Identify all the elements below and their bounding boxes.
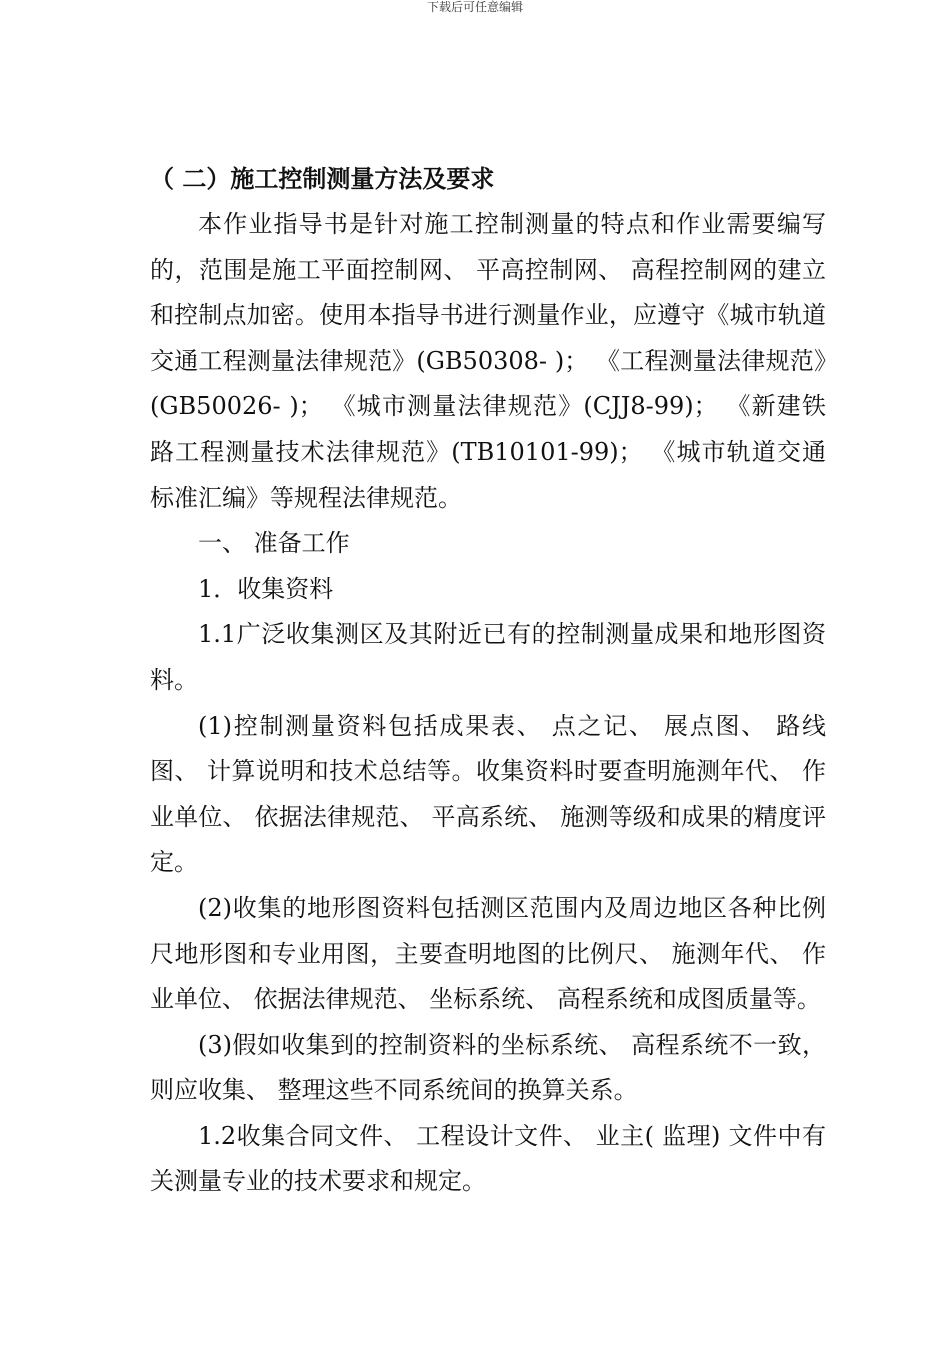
item-paragraph-1-2: 1.2收集合同文件、 工程设计文件、 业主( 监理) 文件中有关测量专业的技术要求和规定。 xyxy=(150,1121,826,1196)
item-paragraph-1-1-a: (1)控制测量资料包括成果表、 点之记、 展点图、 路线图、 计算说明和技术总结等。收集资料时要查明施测年代、 作业单位、 依据法律规范、 平高系统、 施测等级和成果的精度评定。 xyxy=(150,711,826,877)
subsection-heading: 一、 准备工作 xyxy=(198,529,350,558)
document-body xyxy=(150,160,826,1205)
item-paragraph-1-1-c: (3)假如收集到的控制资料的坐标系统、 高程系统不一致，则应收集、 整理这些不同系统间的换算关系。 xyxy=(150,1030,826,1105)
header-note: 下载后可任意编辑 xyxy=(426,0,523,14)
intro-paragraph: 本作业指导书是针对施工控制测量的特点和作业需要编写的，范围是施工平面控制网、 平高控制网、 高程控制网的建立和控制点加密。使用本指导书进行测量作业，应遵守《城市轨道交通工程测量法律规范》(GB50308- )； 《工程测量法律规范》(GB50026- )； 《城市测量法律规范》(CJJ8-99)； 《新建铁路工程测量技术法律规范》(TB10101-99)； 《城市轨道交通标准汇编》等规程法律规范。 xyxy=(150,210,826,512)
item-paragraph-1-1-b: (2)收集的地形图资料包括测区范围内及周边地区各种比例尺地形图和专业用图，主要查明地图的比例尺、 施测年代、 作业单位、 依据法律规范、 坐标系统、 高程系统和成图质量等。 xyxy=(150,893,826,1014)
item-heading: 1．收集资料 xyxy=(198,574,334,603)
section-title: （ 二）施工控制测量方法及要求 xyxy=(150,165,495,193)
item-paragraph-1-1: 1.1广泛收集测区及其附近已有的控制测量成果和地形图资料。 xyxy=(150,620,826,694)
